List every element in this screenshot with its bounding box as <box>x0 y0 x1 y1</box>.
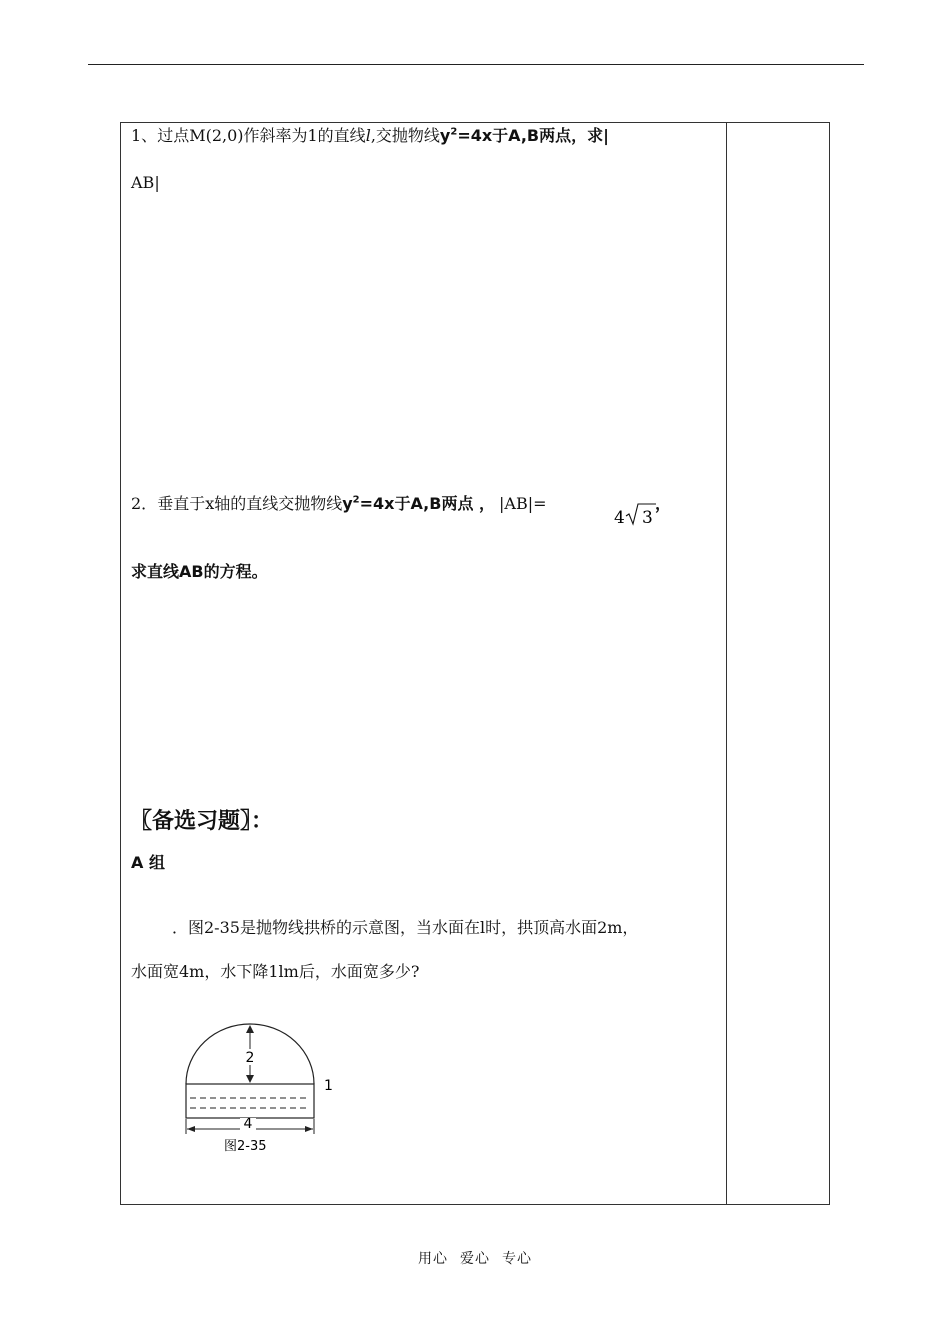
header-rule <box>88 64 864 65</box>
problem-2-line-1 <box>131 494 547 514</box>
problem-1-text-c: 于A,B两点，求| <box>492 126 609 145</box>
bridge-problem-line-1: ．图2-35是抛物线拱桥的示意图，当水面在l时，拱顶高水面2m， <box>172 918 639 937</box>
equation-base: y <box>439 126 451 145</box>
arrow-left-icon <box>187 1126 195 1132</box>
bridge-body <box>186 1084 314 1118</box>
problem-2-text-a: 垂直于x轴的直线交抛物线 <box>157 494 343 513</box>
arrow-up-icon <box>246 1025 254 1033</box>
radical-coefficient: 4 <box>614 508 625 528</box>
abs-ab-label: |AB|= <box>499 494 547 513</box>
radical-expression <box>612 500 660 532</box>
problem-1-line-1 <box>131 126 609 146</box>
bridge-problem-line-2: 水面宽4m，水下降1lm后，水面宽多少? <box>131 962 420 981</box>
problem-2-number: 2． <box>131 494 158 513</box>
radical-svg <box>612 500 660 528</box>
width-label: 4 <box>243 1116 253 1132</box>
height-label: 2 <box>245 1050 255 1066</box>
problem-1-text-a: 过点M(2,0)作斜率为1的直线 <box>157 126 366 145</box>
problem-1-text-d: AB| <box>131 173 160 192</box>
radical-radicand: 3 <box>642 508 653 528</box>
equation-exponent: 2 <box>450 126 458 138</box>
equation-exponent: 2 <box>352 494 360 506</box>
equation-rest: =4x <box>359 494 395 513</box>
equation-rest: =4x <box>457 126 493 145</box>
arch-bridge-svg <box>178 1022 338 1158</box>
problem-1-line-2 <box>131 173 160 193</box>
line-symbol: l <box>365 126 371 145</box>
footer-item: 用心 <box>418 1251 448 1267</box>
arrow-right-icon <box>305 1126 313 1132</box>
footer-item: 爱心 <box>460 1251 490 1267</box>
problem-2-text-b: 于A,B两点 ， <box>394 494 496 513</box>
arrow-down-icon <box>246 1075 254 1083</box>
water-level-label: 1 <box>324 1078 333 1094</box>
page-footer <box>0 1248 950 1268</box>
arch-bridge-figure <box>178 1022 338 1158</box>
section-title: 〖备选习题〗： <box>130 809 274 834</box>
problem-2-comma: ， <box>655 494 672 513</box>
footer-item: 专心 <box>502 1251 532 1267</box>
problem-2-text-c: 求直线AB的方程。 <box>131 562 268 581</box>
parabola-equation <box>440 126 492 145</box>
figure-caption: 图2-35 <box>224 1139 267 1154</box>
parabola-equation-2 <box>342 494 394 513</box>
group-label: A 组 <box>131 853 165 872</box>
problem-1-text-b: ,交抛物线 <box>370 126 440 145</box>
problem-1-number: 1、 <box>131 126 158 145</box>
equation-base: y <box>342 494 353 513</box>
table-column-divider <box>726 122 727 1205</box>
